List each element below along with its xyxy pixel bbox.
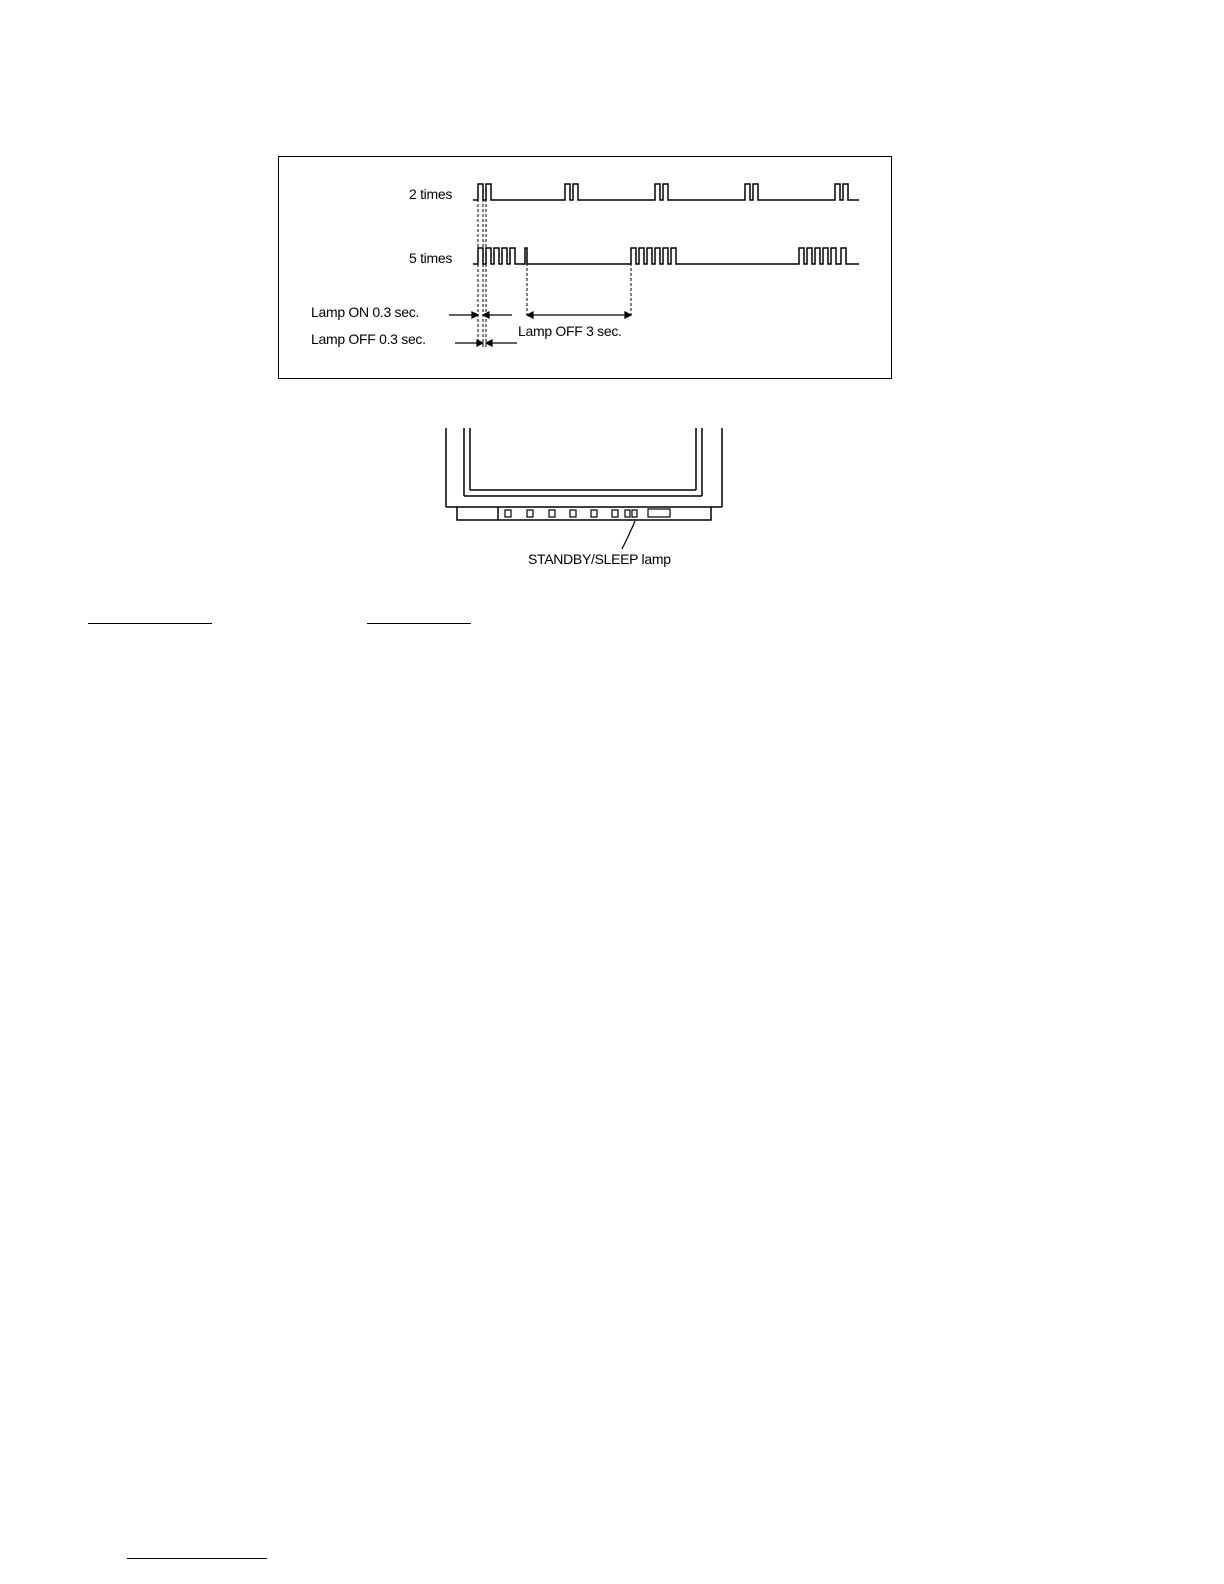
waveform-5-times: [473, 248, 859, 264]
row-5-times-label: 5 times: [409, 250, 453, 266]
timing-diagram-panel: [278, 156, 892, 379]
row-2-times-label: 2 times: [409, 186, 453, 202]
divider-rule-right: [367, 623, 471, 624]
lamp-off-long-label: Lamp OFF 3 sec.: [518, 323, 622, 339]
divider-rule-left: [88, 623, 212, 624]
lamp-on-label: Lamp ON 0.3 sec.: [311, 304, 420, 320]
standby-sleep-lamp-caption: STANDBY/SLEEP lamp: [528, 551, 671, 567]
lamp-off-short-label: Lamp OFF 0.3 sec.: [311, 331, 426, 347]
front-panel-buttons: [505, 509, 670, 517]
tv-front-panel-figure: [440, 428, 730, 578]
footer-rule: [127, 1558, 267, 1559]
lamp-off-long-dimension: [527, 312, 631, 318]
standby-lamp-leader: [622, 521, 635, 549]
waveform-2-times: [473, 184, 859, 200]
lamp-on-dimension: [449, 312, 512, 318]
